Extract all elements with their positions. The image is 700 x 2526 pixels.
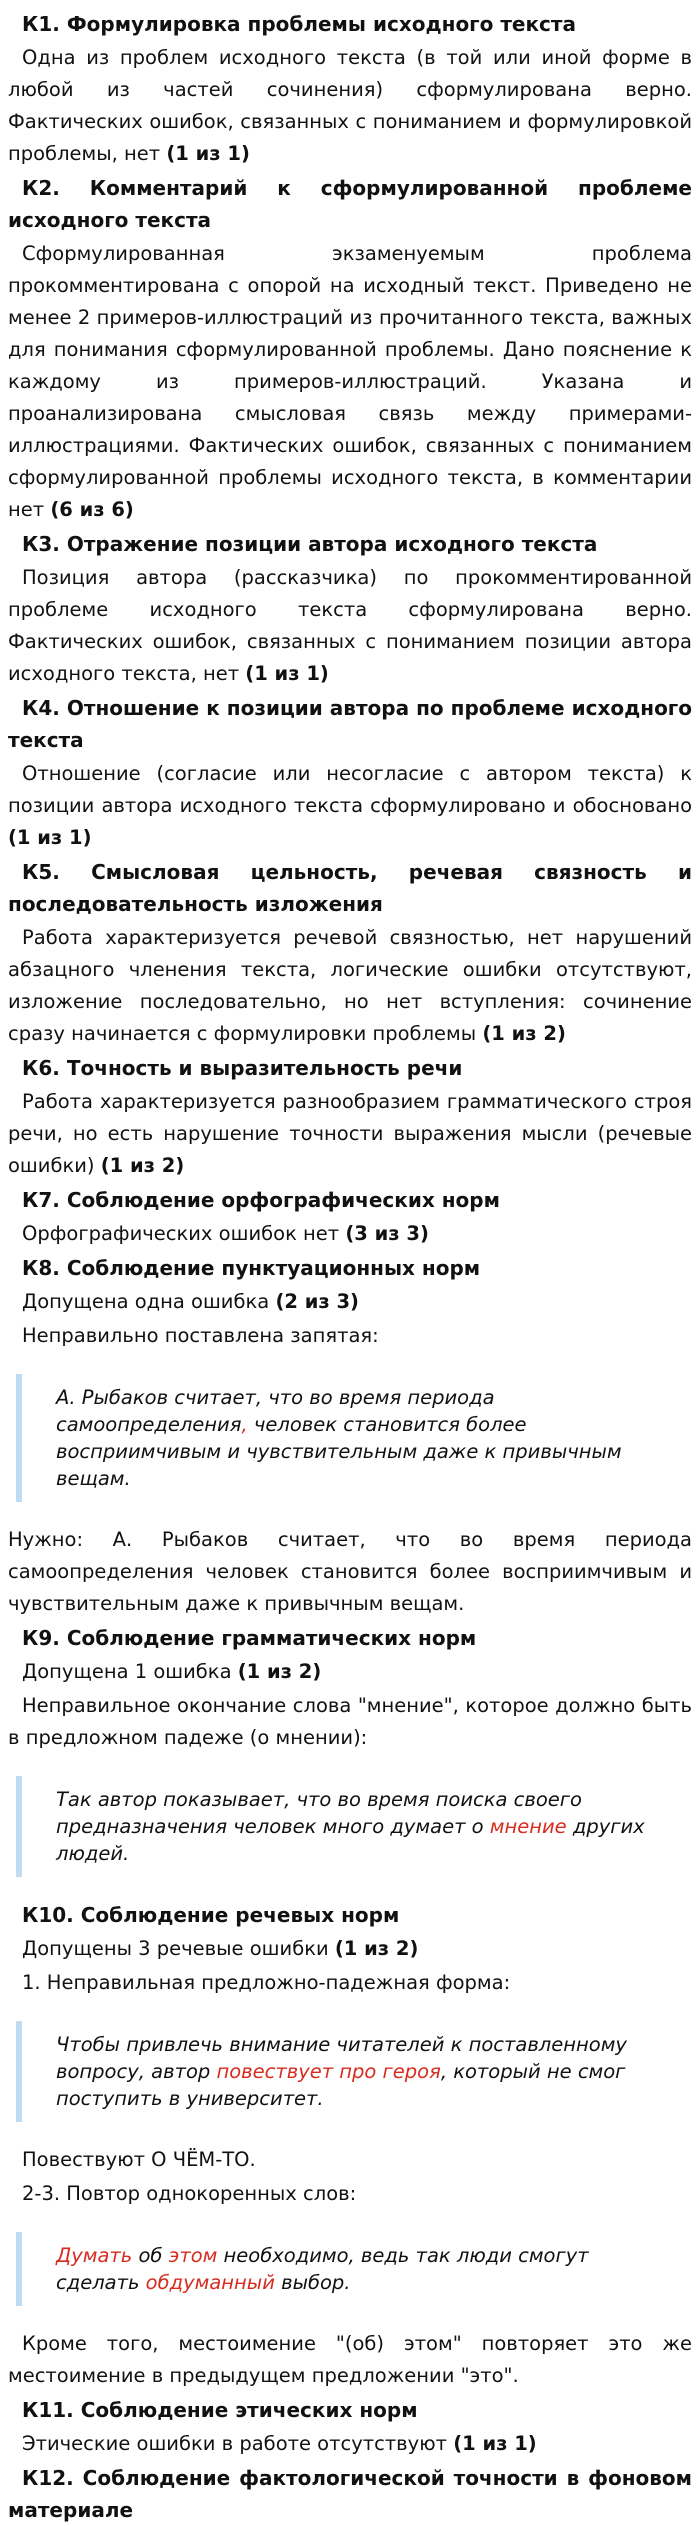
k2-text: Сформулированная экзаменуемым проблема прокомментирована с опорой на исходный текст. Приведено не менее 2 примеров-иллюстраций из прочитанного текста, важных для понимания сформулированной проблемы. Дано пояснение к каждому из примеров-иллюстраций. Указана и проанализирована смысловая связь между примерами-иллюстрациями. Фактических ошибок, связанных с пониманием сформулированной проблемы исходного текста, в комментарии нет (6 из 6) bbox=[8, 242, 692, 521]
k9-quote: Так автор показывает, что во время поиска своего предназначения человек много думает о мнение других людей. bbox=[16, 1776, 692, 1877]
k2-score: (6 из 6) bbox=[50, 498, 134, 521]
k6-score: (1 из 2) bbox=[100, 1154, 185, 1177]
k10-quote1: Чтобы привлечь внимание читателей к поставленному вопросу, автор повествует про героя, который не смог поступить в университет. bbox=[16, 2021, 692, 2122]
k9-score: (1 из 2) bbox=[237, 1660, 322, 1683]
k7-text: Орфографических ошибок нет (3 из 3) bbox=[22, 1222, 429, 1245]
k9-error-word: мнение bbox=[489, 1815, 567, 1838]
k7-score: (3 из 3) bbox=[345, 1222, 429, 1245]
k10-note1: 1. Неправильная предложно-падежная форма: bbox=[22, 1971, 511, 1994]
k8-heading: К8. Соблюдение пунктуационных норм bbox=[22, 1256, 481, 1280]
k11-score: (1 из 1) bbox=[453, 2432, 537, 2455]
k7-heading: К7. Соблюдение орфографических норм bbox=[22, 1188, 500, 1212]
k10-error-phrase: повествует про героя bbox=[216, 2060, 441, 2083]
k3-score: (1 из 1) bbox=[245, 662, 329, 685]
k11-heading: К11. Соблюдение этических норм bbox=[22, 2398, 418, 2422]
k10-error-word-2: этом bbox=[168, 2244, 218, 2267]
k3-heading: К3. Отражение позиции автора исходного текста bbox=[22, 532, 598, 556]
k8-text: Допущена одна ошибка (2 из 3) bbox=[22, 1290, 359, 1313]
k8-quote: А. Рыбаков считает, что во время периода самоопределения, человек становится более восприимчивым и чувствительным даже к привычным вещам. bbox=[16, 1374, 692, 1502]
k5-heading: К5. Смысловая цельность, речевая связность и последовательность изложения bbox=[8, 860, 692, 916]
k10-error-word-3: обдуманный bbox=[145, 2271, 275, 2294]
k9-text: Допущена 1 ошибка (1 из 2) bbox=[22, 1660, 322, 1683]
k10-text: Допущены 3 речевые ошибки (1 из 2) bbox=[22, 1937, 419, 1960]
k8-note: Неправильно поставлена запятая: bbox=[22, 1324, 379, 1347]
k1-score: (1 из 1) bbox=[166, 142, 250, 165]
k10-score: (1 из 2) bbox=[334, 1937, 419, 1960]
k6-text: Работа характеризуется разнообразием грамматического строя речи, но есть нарушение точности выражения мысли (речевые ошибки) (1 из 2) bbox=[8, 1090, 692, 1177]
k6-heading: К6. Точность и выразительность речи bbox=[22, 1056, 463, 1080]
k1-heading: К1. Формулировка проблемы исходного текста bbox=[22, 12, 577, 36]
k4-text: Отношение (согласие или несогласие с автором текста) к позиции автора исходного текста сформулировано и обосновано (1 из 1) bbox=[8, 762, 692, 849]
k2-heading: К2. Комментарий к сформулированной проблеме исходного текста bbox=[8, 176, 692, 232]
k10-note3: 2-3. Повтор однокоренных слов: bbox=[22, 2182, 357, 2205]
k5-text: Работа характеризуется речевой связностью, нет нарушений абзацного членения текста, логические ошибки отсутствуют, изложение последовательно, но нет вступления: сочинение сразу начинается с формулировки проблемы (1 из 2) bbox=[8, 926, 692, 1045]
k9-note: Неправильное окончание слова "мнение", которое должно быть в предложном падеже (о мнении): bbox=[8, 1694, 692, 1749]
k11-text: Этические ошибки в работе отсутствуют (1 из 1) bbox=[22, 2432, 537, 2455]
k10-quote2: Думать об этом необходимо, ведь так люди смогут сделать обдуманный выбор. bbox=[16, 2232, 692, 2306]
k4-score: (1 из 1) bbox=[8, 826, 92, 849]
k8-correction: Нужно: А. Рыбаков считает, что во время периода самоопределения человек становится более восприимчивым и чувствительным даже к привычным вещам. bbox=[8, 1528, 692, 1615]
k8-score: (2 из 3) bbox=[275, 1290, 359, 1313]
k1-text: Одна из проблем исходного текста (в той или иной форме в любой из частей сочинения) сформулирована верно. Фактических ошибок, связанных с пониманием и формулировкой проблемы, нет (1 из 1) bbox=[8, 46, 692, 165]
k3-text: Позиция автора (рассказчика) по прокомментированной проблеме исходного текста сформулирована верно. Фактических ошибок, связанных с пониманием позиции автора исходного текста, нет (1 из 1) bbox=[8, 566, 692, 685]
k10-note2: Повествуют О ЧЁМ-ТО. bbox=[22, 2148, 256, 2171]
k4-heading: К4. Отношение к позиции автора по проблеме исходного текста bbox=[8, 696, 692, 752]
k10-heading: К10. Соблюдение речевых норм bbox=[22, 1903, 400, 1927]
k12-heading: К12. Соблюдение фактологической точности в фоновом материале bbox=[8, 2466, 692, 2522]
k8-error-mark: , bbox=[241, 1413, 248, 1436]
k9-heading: К9. Соблюдение грамматических норм bbox=[22, 1626, 477, 1650]
k10-note4: Кроме того, местоимение "(об) этом" повторяет это же местоимение в предыдущем предложении "это". bbox=[8, 2332, 692, 2387]
k5-score: (1 из 2) bbox=[482, 1022, 566, 1045]
k10-error-word-1: Думать bbox=[56, 2244, 133, 2267]
